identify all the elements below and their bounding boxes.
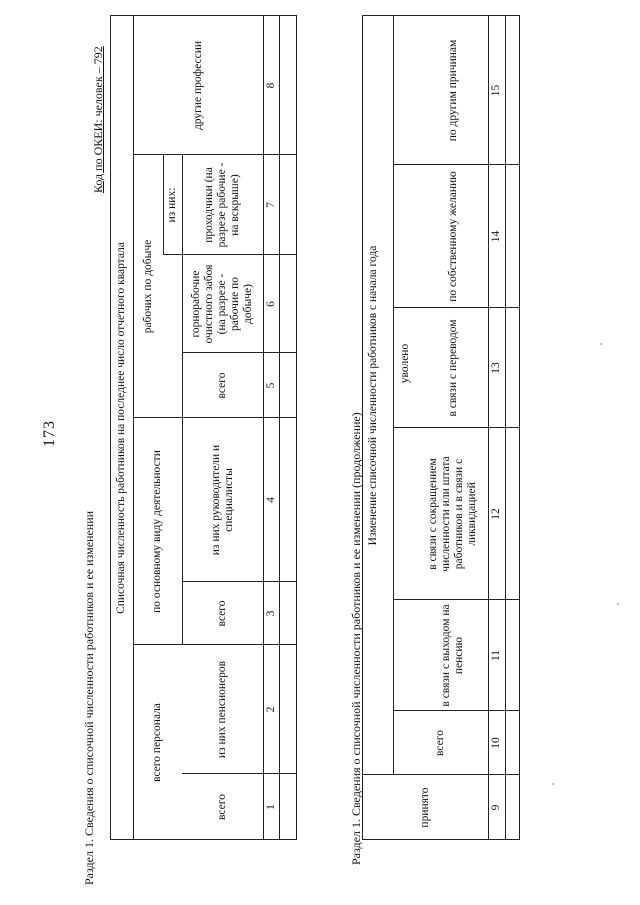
col-number: 5 bbox=[264, 382, 277, 389]
col-number: 8 bbox=[264, 82, 277, 89]
okei-code: Код по ОКЕИ: человек – 792 bbox=[91, 46, 105, 193]
header-hired: принято bbox=[418, 787, 431, 828]
col-face-workers: горнорабочие очистного забоя (на разрезе - рабочие по добыче) bbox=[190, 264, 254, 344]
col-number: 7 bbox=[264, 202, 277, 208]
col-pensioners: из них пенсионеров bbox=[216, 660, 229, 759]
section1-cont-title: Раздел 1. Сведения о списочной численности работников и ее изменении (продолжение) bbox=[349, 412, 363, 865]
col-other-professions: другие профессии bbox=[191, 40, 204, 131]
header-all-staff: всего персонала bbox=[151, 703, 164, 782]
scan-speck bbox=[617, 603, 619, 605]
col-number: 4 bbox=[264, 497, 277, 503]
col-total-activity: всего bbox=[216, 600, 229, 627]
col-total-mining: всего bbox=[216, 372, 229, 399]
section1-cont-banner: Изменение списочной численности работников с начала года bbox=[366, 245, 379, 546]
col-other-reasons: по другим причинам bbox=[446, 39, 459, 142]
col-number: 9 bbox=[490, 804, 503, 811]
header-mining-workers: рабочих по добыче bbox=[141, 239, 154, 334]
col-number: 12 bbox=[490, 508, 503, 520]
col-transfer: в связи с переводом bbox=[446, 319, 459, 417]
col-reduction: в связи с сокращением численности или штата работников и в связи с ликвидацией bbox=[427, 456, 478, 572]
page-number: 173 bbox=[41, 420, 58, 447]
col-total: всего bbox=[216, 794, 229, 820]
section1-title: Раздел 1. Сведения о списочной численности работников и ее изменении bbox=[82, 510, 96, 885]
header-of-them: из них: bbox=[166, 187, 179, 223]
col-number: 6 bbox=[264, 301, 277, 307]
col-own-will: по собственному желанию bbox=[446, 171, 459, 302]
col-number: 13 bbox=[490, 362, 503, 374]
col-number: 11 bbox=[490, 649, 503, 662]
col-retirement: в связи с выходом на пенсию bbox=[440, 604, 465, 707]
header-dismissed: уволено bbox=[399, 343, 412, 384]
header-main-activity: по основному виду деятельности bbox=[151, 450, 164, 613]
scan-speck bbox=[552, 783, 554, 785]
col-number: 15 bbox=[490, 84, 503, 97]
col-dismissed-total: всего bbox=[434, 730, 447, 756]
col-tunnelers: проходчики (на разрезе рабочие - на вскрыше) bbox=[203, 162, 241, 248]
col-number: 1 bbox=[264, 804, 277, 810]
col-number: 2 bbox=[264, 706, 277, 713]
section1-banner: Списочная численность работников на последнее число отчетного квартала bbox=[115, 242, 128, 614]
col-number: 3 bbox=[264, 610, 277, 617]
col-number: 10 bbox=[490, 737, 503, 749]
col-number: 14 bbox=[490, 230, 503, 243]
col-managers: из них руководители и специалисты bbox=[209, 444, 235, 556]
scan-speck bbox=[600, 343, 602, 345]
